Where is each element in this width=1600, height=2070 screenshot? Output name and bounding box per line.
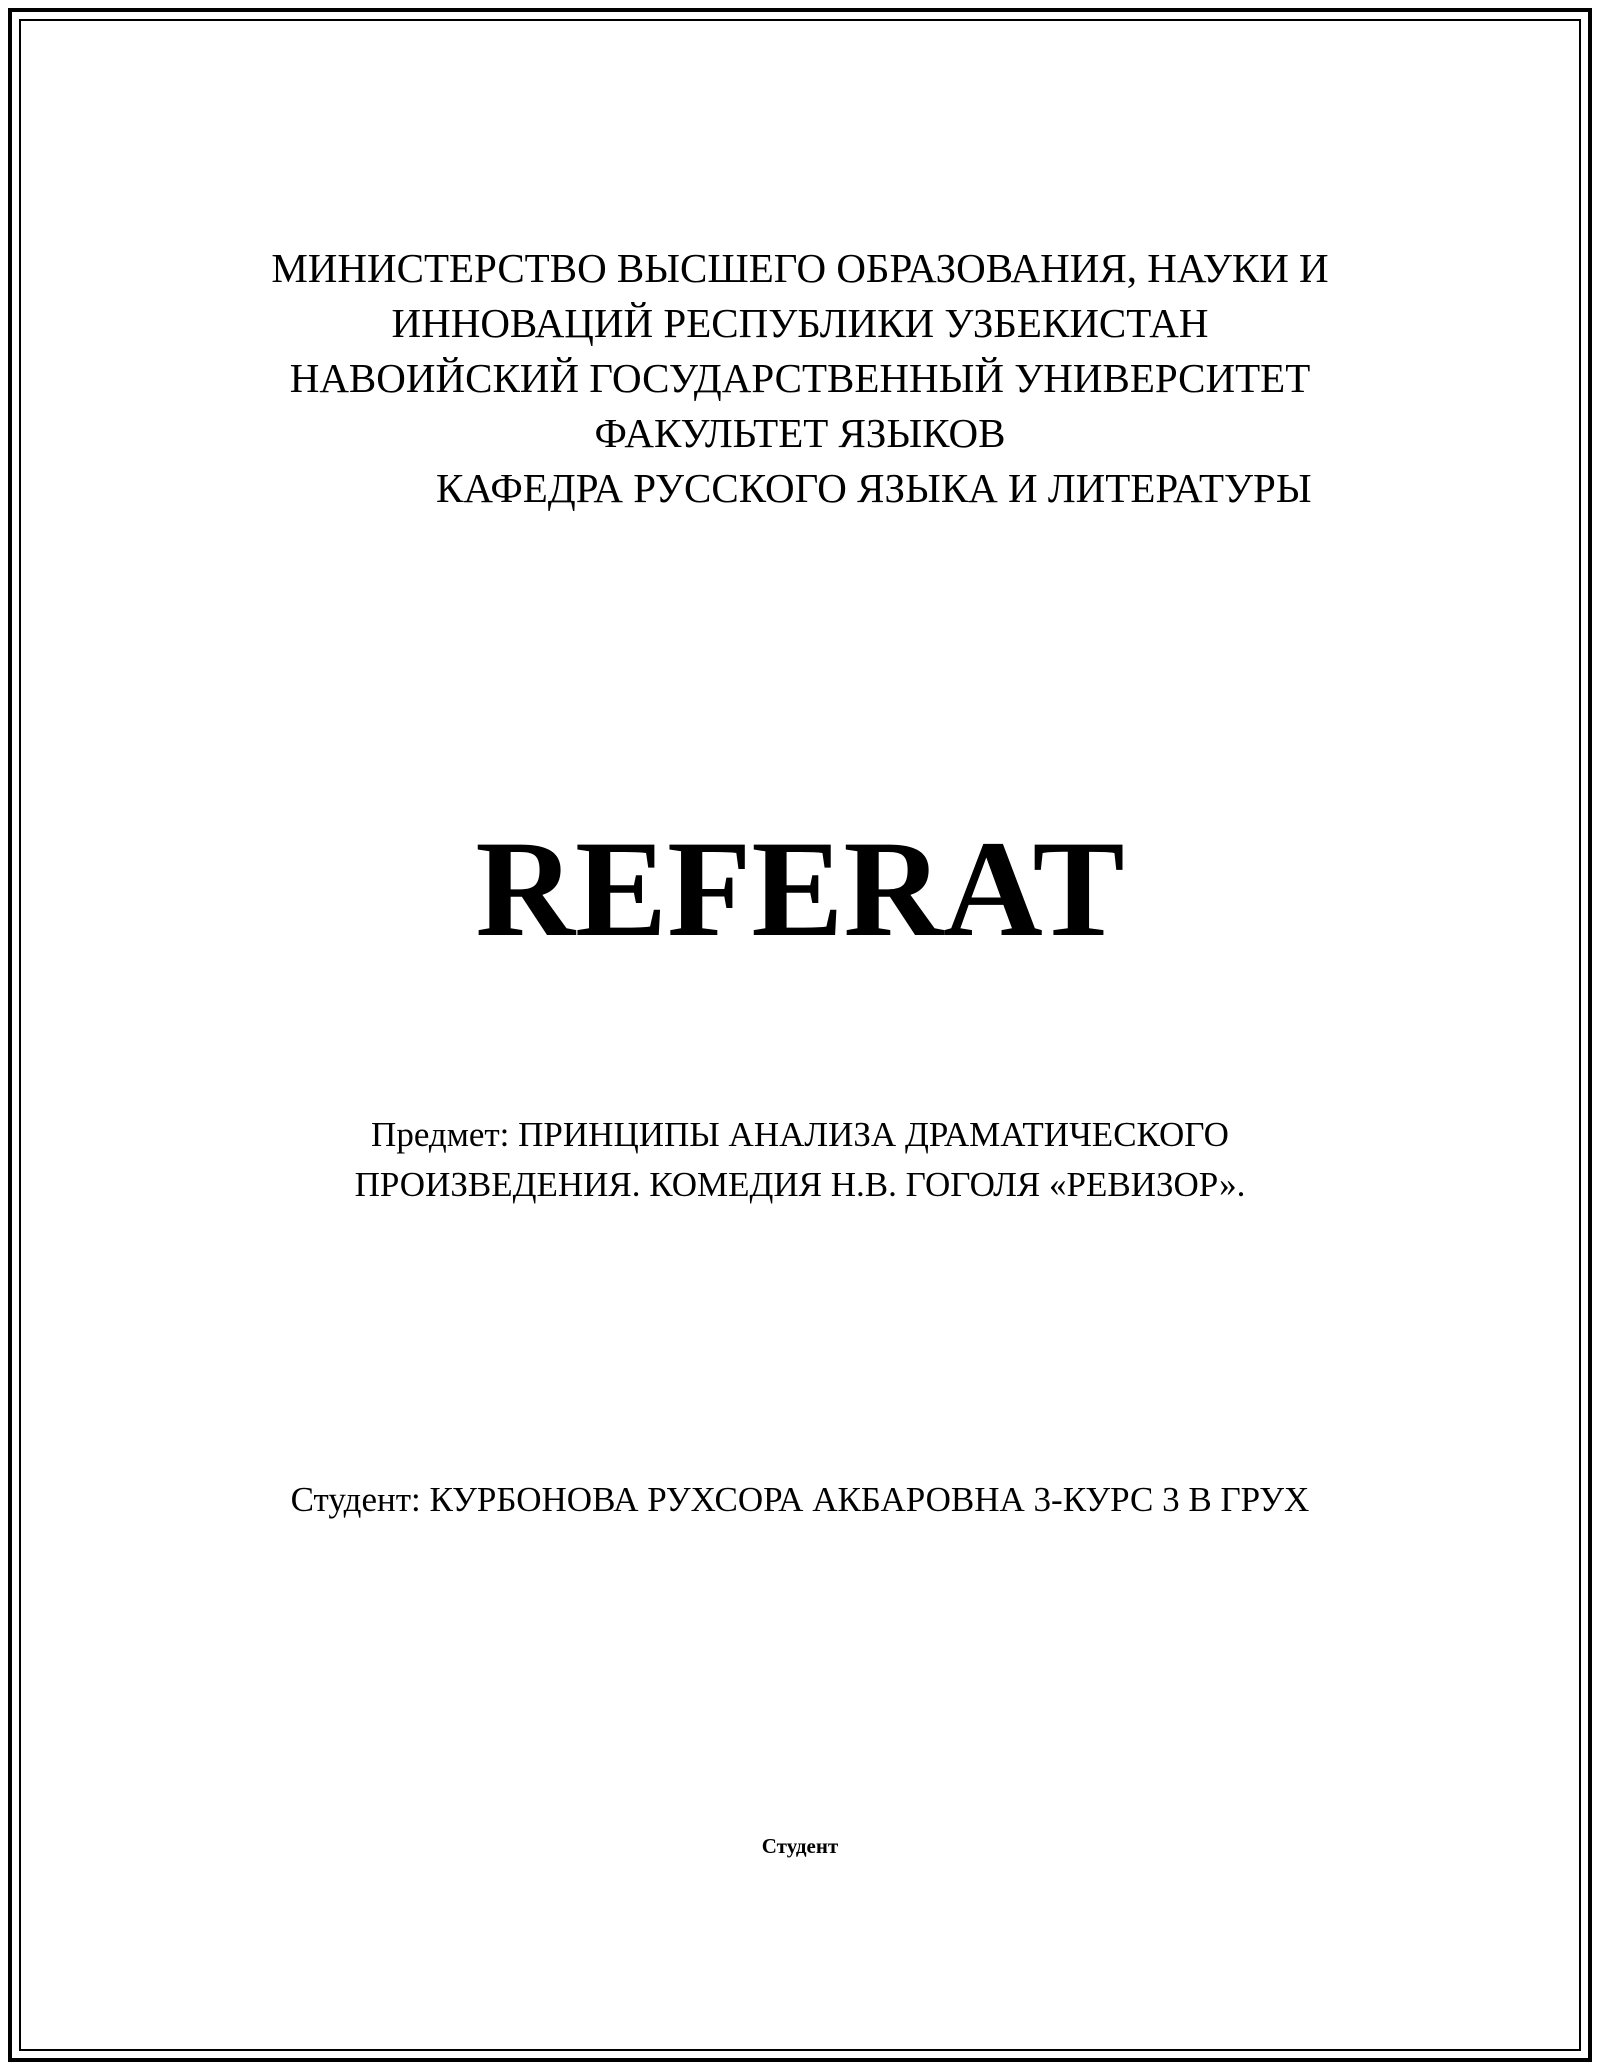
department-name: КАФЕДРА РУССКОГО ЯЗЫКА И ЛИТЕРАТУРЫ <box>436 465 1312 511</box>
student-info: Студент: КУРБОНОВА РУХСОРА АКБАРОВНА 3-КУРС 3 В ГРУХ <box>290 1480 1310 1519</box>
faculty-name: ФАКУЛЬТЕТ ЯЗЫКОВ <box>594 410 1006 456</box>
footer-student-label: Студент <box>761 1834 839 1858</box>
subject-line-2: ПРОИЗВЕДЕНИЯ. КОМЕДИЯ Н.В. ГОГОЛЯ «РЕВИЗОР». <box>354 1165 1246 1204</box>
document-title: REFERAT <box>475 812 1125 965</box>
ministry-line-2: ИННОВАЦИЙ РЕСПУБЛИКИ УЗБЕКИСТАН <box>391 300 1209 346</box>
subject-line-1: Предмет: ПРИНЦИПЫ АНАЛИЗА ДРАМАТИЧЕСКОГО <box>371 1115 1229 1154</box>
ministry-line-1: МИНИСТЕРСТВО ВЫСШЕГО ОБРАЗОВАНИЯ, НАУКИ И <box>271 245 1329 291</box>
university-name: НАВОИЙСКИЙ ГОСУДАРСТВЕННЫЙ УНИВЕРСИТЕТ <box>289 355 1311 401</box>
